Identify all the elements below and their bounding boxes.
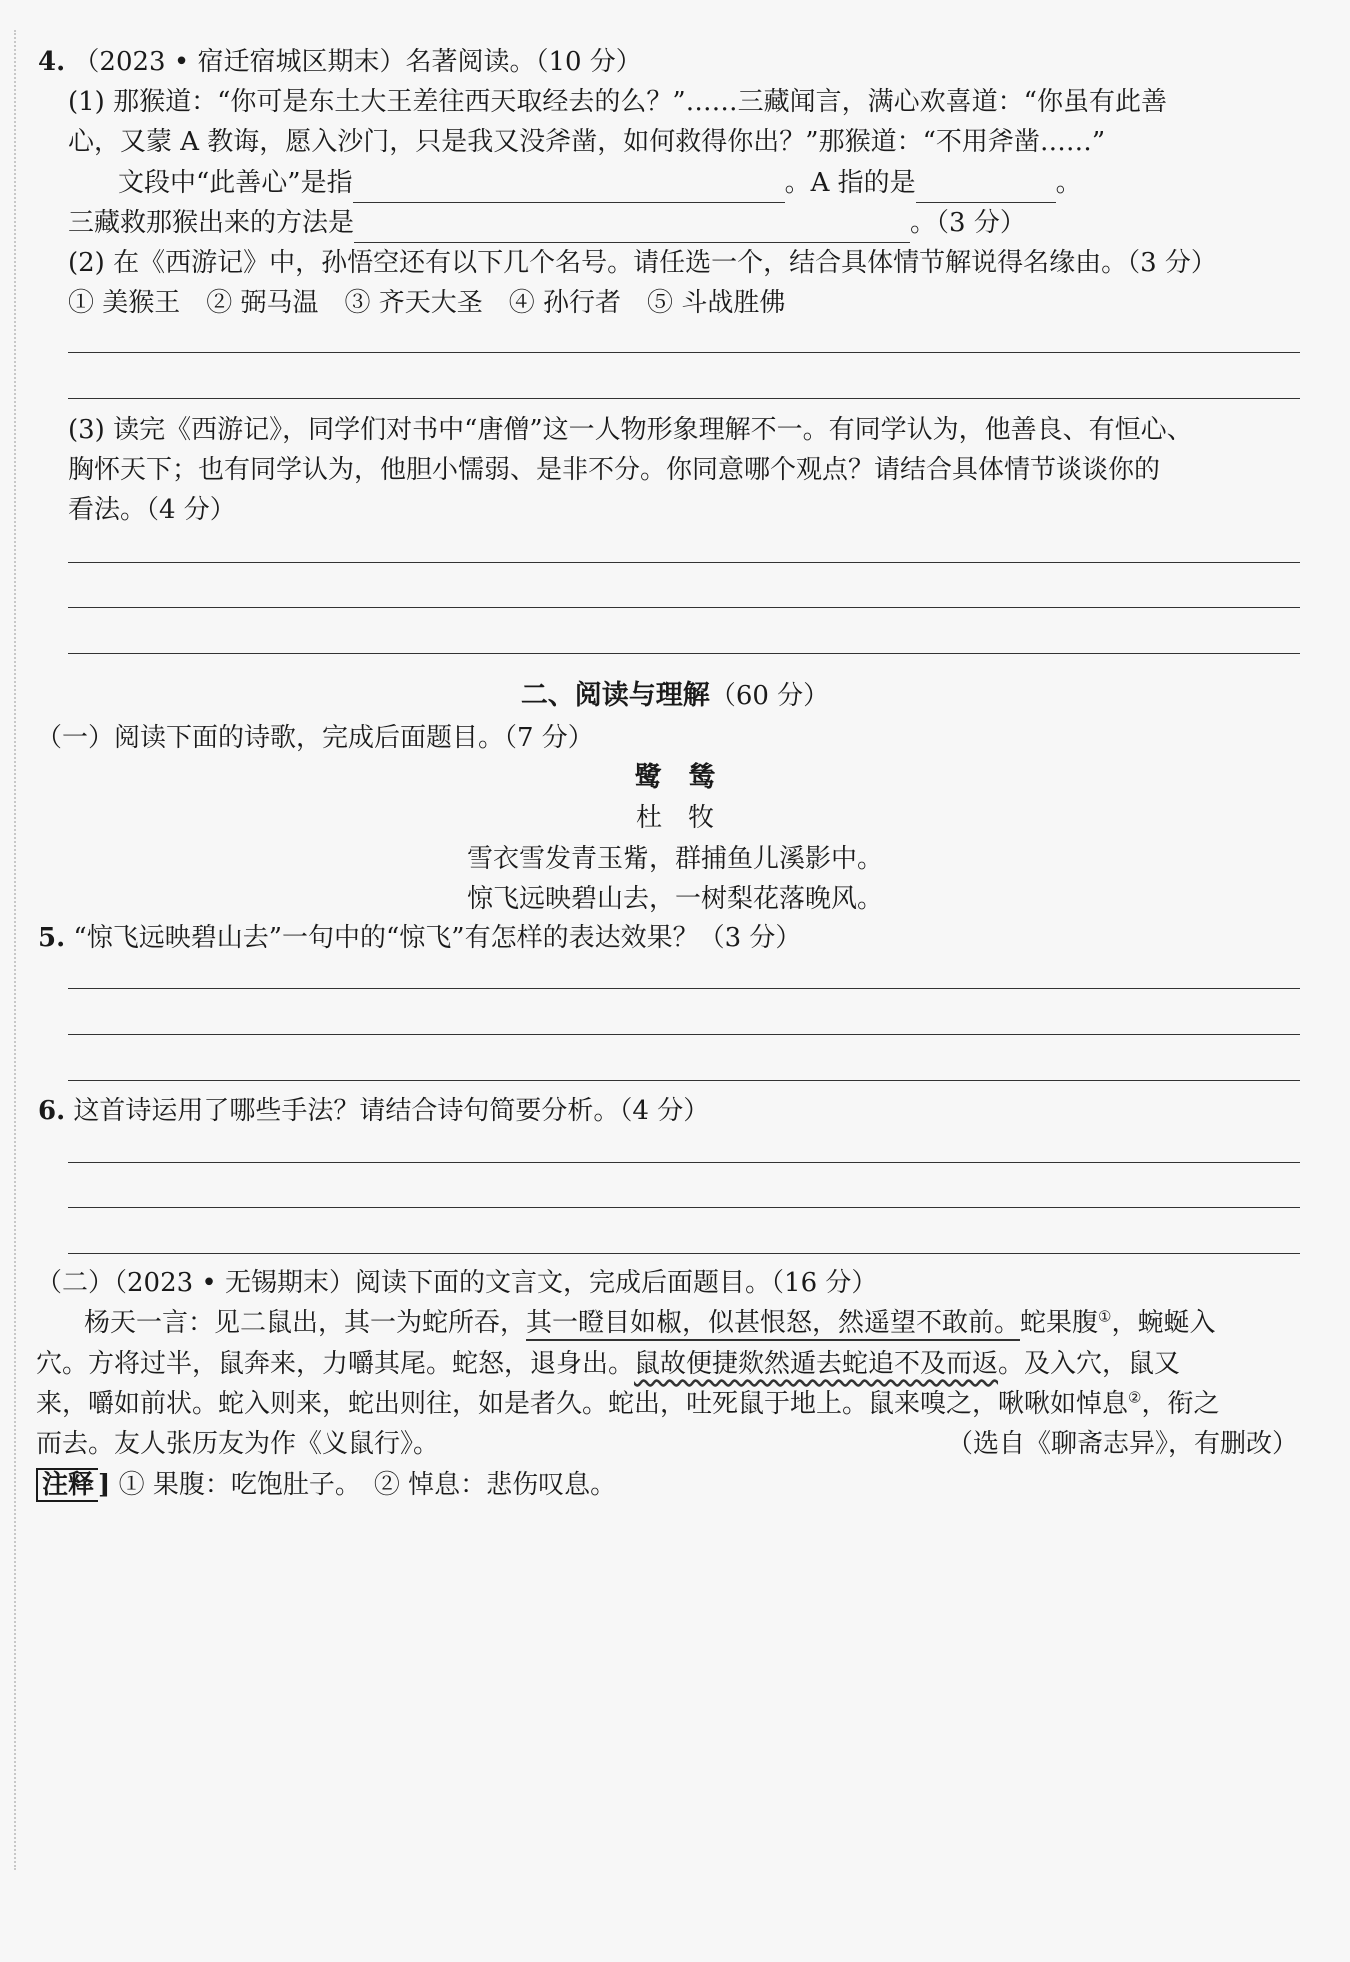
q5 (38, 918, 801, 958)
q4-p1-q-text-a: 文段中“此善心”是指 (118, 168, 353, 198)
q4-p3-line3: 看法。（4 分） (68, 495, 236, 525)
answer-line[interactable] (68, 562, 1300, 563)
answer-blank-method[interactable] (354, 212, 910, 243)
passage-line-1 (84, 1303, 1216, 1343)
q4-p1-line1: (1) 那猴道：“你可是东土大王差往西天取经去的么？”……三藏闻言，满心欢喜道：“你虽有此善 (68, 87, 1167, 117)
poem-author: 杜 牧 (635, 803, 714, 833)
q4-p1-q-text-b: 。A 指的是 (784, 168, 916, 198)
section-title (0, 676, 1350, 716)
q4-p1-line2: 心，又蒙 A 教诲，愿入沙门，只是我又没斧凿，如何救得你出？”那猴道：“不用斧凿……” (68, 127, 1106, 157)
q4-header (38, 42, 642, 82)
annotations: 注释 ] ① 果腹：吃饱肚子。 ② 悼息：悲伤叹息。 (36, 1465, 616, 1505)
answer-line[interactable] (68, 352, 1300, 353)
answer-line[interactable] (68, 1034, 1300, 1035)
q4-number: 4. (38, 47, 66, 77)
q4-p1-question-row1 (118, 163, 1082, 203)
q4-p2-options: ① 美猴王 ② 弼马温 ③ 齐天大圣 ④ 孙行者 ⑤ 斗战胜佛 (68, 288, 786, 318)
passage-text: 穴。方将过半，鼠奔来，力嚼其尾。蛇怒，退身出。 (36, 1349, 635, 1379)
passage-source: （选自《聊斋志异》，有删改） (946, 1429, 1298, 1459)
poem-title: 鹭 鸶 (634, 762, 716, 793)
answer-line[interactable] (68, 398, 1300, 399)
q4-p2-line1: (2) 在《西游记》中，孙悟空还有以下几个名号。请任选一个，结合具体情节解说得名缘由。（3 分） (68, 248, 1217, 278)
passage-text: 杨天一言：见二鼠出，其一为蛇所吞， (84, 1308, 527, 1338)
notes-text: ① 果腹：吃饱肚子。 ② 悼息：悲伤叹息。 (118, 1470, 617, 1500)
subsection-1-intro: （一）阅读下面的诗歌，完成后面题目。（7 分） (36, 723, 594, 753)
answer-line[interactable] (68, 1207, 1300, 1208)
poem-line-1: 雪衣雪发青玉觜，群捕鱼儿溪影中。 (466, 844, 883, 874)
passage-text: ，衔之 (1141, 1389, 1220, 1419)
answer-line[interactable] (68, 1253, 1300, 1254)
q6-number: 6. (38, 1096, 66, 1126)
passage-text: 来，嚼如前状。蛇入则来，蛇出则往，如是者久。蛇出，吐死鼠于地上。鼠来嗅之，啾啾如悼息 (36, 1389, 1129, 1419)
q6 (38, 1091, 709, 1131)
section-score: （60 分） (709, 681, 830, 711)
binding-margin-line (14, 30, 16, 1870)
answer-line[interactable] (68, 1080, 1300, 1081)
answer-line[interactable] (68, 607, 1300, 608)
answer-line[interactable] (68, 1162, 1300, 1163)
wavy-underlined-sentence: 鼠故便捷欻然遁去蛇追不及而返 (634, 1349, 999, 1379)
section-title-text: 二、阅读与理解 (520, 680, 710, 711)
q6-text: 这首诗运用了哪些手法？请结合诗句简要分析。（4 分） (73, 1096, 710, 1126)
answer-blank-shan-xin[interactable] (353, 172, 785, 203)
q4-p1-q-text-d: 三藏救那猴出来的方法是 (68, 208, 355, 238)
passage-text: ，蜿蜒入 (1111, 1308, 1216, 1338)
q4-p3-line1: (3) 读完《西游记》，同学们对书中“唐僧”这一人物形象理解不一。有同学认为，他善良、有恒心、 (68, 415, 1193, 445)
underlined-sentence: 其一瞪目如椒，似甚恨怒，然遥望不敢前。 (526, 1308, 1020, 1341)
q4-p3-line2: 胸怀天下；也有同学认为，他胆小懦弱、是非不分。你同意哪个观点？请结合具体情节谈谈你的 (68, 455, 1161, 485)
subsection-2-intro: （二）（2023 • 无锡期末）阅读下面的文言文，完成后面题目。（16 分） (36, 1268, 878, 1298)
q4-header-text: （2023 • 宿迁宿城区期末）名著阅读。（10 分） (73, 47, 642, 77)
notes-label: 注释 (36, 1468, 98, 1502)
q4-p1-q-text-e: 。（3 分） (910, 208, 1026, 238)
passage-text: 而去。友人张历友为作《义鼠行》。 (36, 1429, 440, 1459)
q5-number: 5. (38, 923, 66, 953)
passage-line-3 (36, 1384, 1219, 1424)
q4-p1-q-text-c: 。 (1055, 168, 1082, 198)
answer-blank-a[interactable] (916, 172, 1056, 203)
answer-line[interactable] (68, 653, 1300, 654)
poem-line-2: 惊飞远映碧山去，一树梨花落晚风。 (466, 884, 883, 914)
passage-line-2 (36, 1344, 1180, 1384)
q5-text: “惊飞远映碧山去”一句中的“惊飞”有怎样的表达效果？（3 分） (73, 923, 802, 953)
footnote-marker-2: ② (1128, 1388, 1142, 1407)
footnote-marker-1: ① (1098, 1307, 1112, 1326)
answer-line[interactable] (68, 988, 1300, 989)
q4-p1-question-row2 (68, 203, 1026, 243)
passage-text: 。及入穴，鼠又 (998, 1349, 1181, 1379)
passage-text: 蛇果腹 (1020, 1308, 1099, 1338)
passage-line-4 (36, 1424, 1298, 1464)
